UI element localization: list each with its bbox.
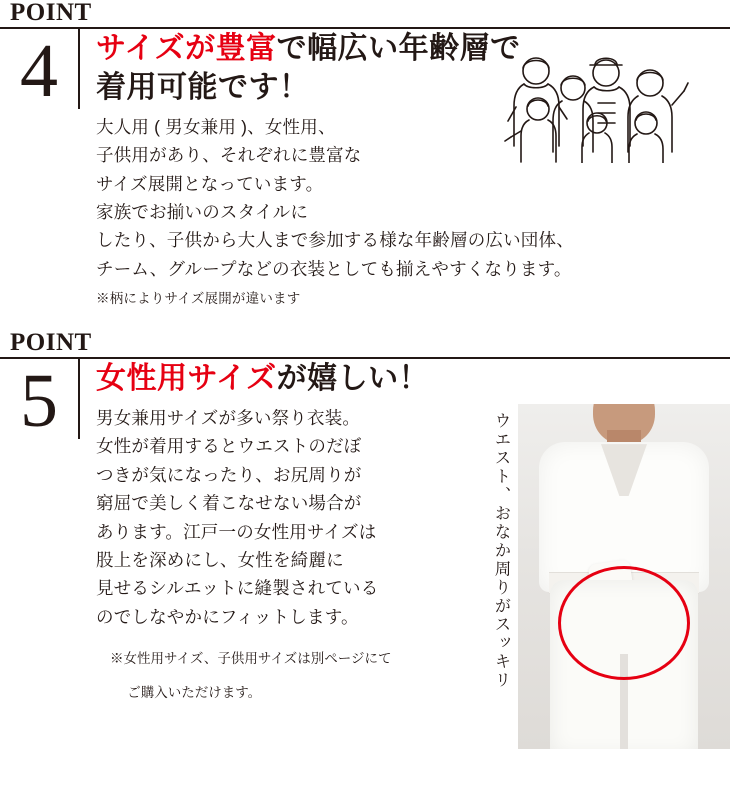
point-4-headline-rest: で幅広い年齢層で xyxy=(276,32,521,65)
point-5-note-line-1: ※女性用サイズ、子供用サイズは別ページにて xyxy=(110,650,392,666)
point-5-body-line-4: 窮屈で美しく着こなせない場合が xyxy=(96,493,362,514)
point-4-headline-line2: 着用可能です！ xyxy=(96,71,310,104)
point-5-columns xyxy=(96,404,730,749)
point-4-label-row xyxy=(0,0,730,27)
point-4-body-line-5: したり、子供から大人まで参加する様な年齢層の広い団体、 xyxy=(96,230,574,251)
point-block-5 xyxy=(0,330,730,749)
point-5-note-line-2: ご購入いただけます。 xyxy=(110,684,262,700)
point-5-body-line-5: あります。江戸一の女性用サイズは xyxy=(96,521,377,542)
point-5-text-column xyxy=(96,404,486,716)
point-5-body-line-1: 男女兼用サイズが多い祭り衣装。 xyxy=(96,408,361,429)
point-5-headline-highlight: 女性用サイズ xyxy=(96,362,277,396)
point-5-label-row xyxy=(0,330,730,357)
point-5-label: POINT xyxy=(10,329,92,357)
point-5-body-line-7: 見せるシルエットに縫製されている xyxy=(96,578,379,599)
point-4-body-line-4: 家族でお揃いのスタイルに xyxy=(96,202,309,223)
point-4-number: 4 xyxy=(0,29,80,109)
point-5-body-line-6: 股上を深めにし、女性を綺麗に xyxy=(96,549,344,570)
woman-wearing-white-matsuri-costume-photo xyxy=(518,404,730,749)
point-4-body-line-2: 子供用があり、それぞれに豊富な xyxy=(96,145,362,166)
point-5-body-line-8: のでしなやかにフィットします。 xyxy=(96,606,359,627)
point-4-body xyxy=(0,29,730,322)
family-illustration xyxy=(478,43,724,163)
point-5-body-line-3: つきが気になったり、お尻周りが xyxy=(96,464,362,485)
point-5-vertical-caption: ウエスト、おなか周りがスッキリ xyxy=(492,412,510,690)
point-4-body-line-6: チーム、グループなどの衣装としても揃えやすくなります。 xyxy=(96,258,572,279)
point-5-headline xyxy=(96,359,730,398)
point-5-body xyxy=(0,359,730,749)
point-5-content xyxy=(80,359,730,749)
red-circle-marker xyxy=(558,566,690,680)
point-block-4 xyxy=(0,0,730,322)
point-4-headline-highlight: サイズが豊富 xyxy=(96,32,277,65)
point-4-content xyxy=(80,29,730,322)
section-spacer xyxy=(0,322,730,330)
point-5-headline-rest: が嬉しい！ xyxy=(276,362,430,396)
point-5-number: 5 xyxy=(0,359,80,439)
point-5-body-line-2: 女性が着用するとウエストのだぼ xyxy=(96,436,362,457)
point-4-body-line-1: 大人用 ( 男女兼用 )、女性用、 xyxy=(96,117,336,137)
point-4-label: POINT xyxy=(10,0,92,26)
point-4-body-line-3: サイズ展開となっています。 xyxy=(96,173,324,194)
point-4-note: ※柄によりサイズ展開が違います xyxy=(96,291,301,307)
